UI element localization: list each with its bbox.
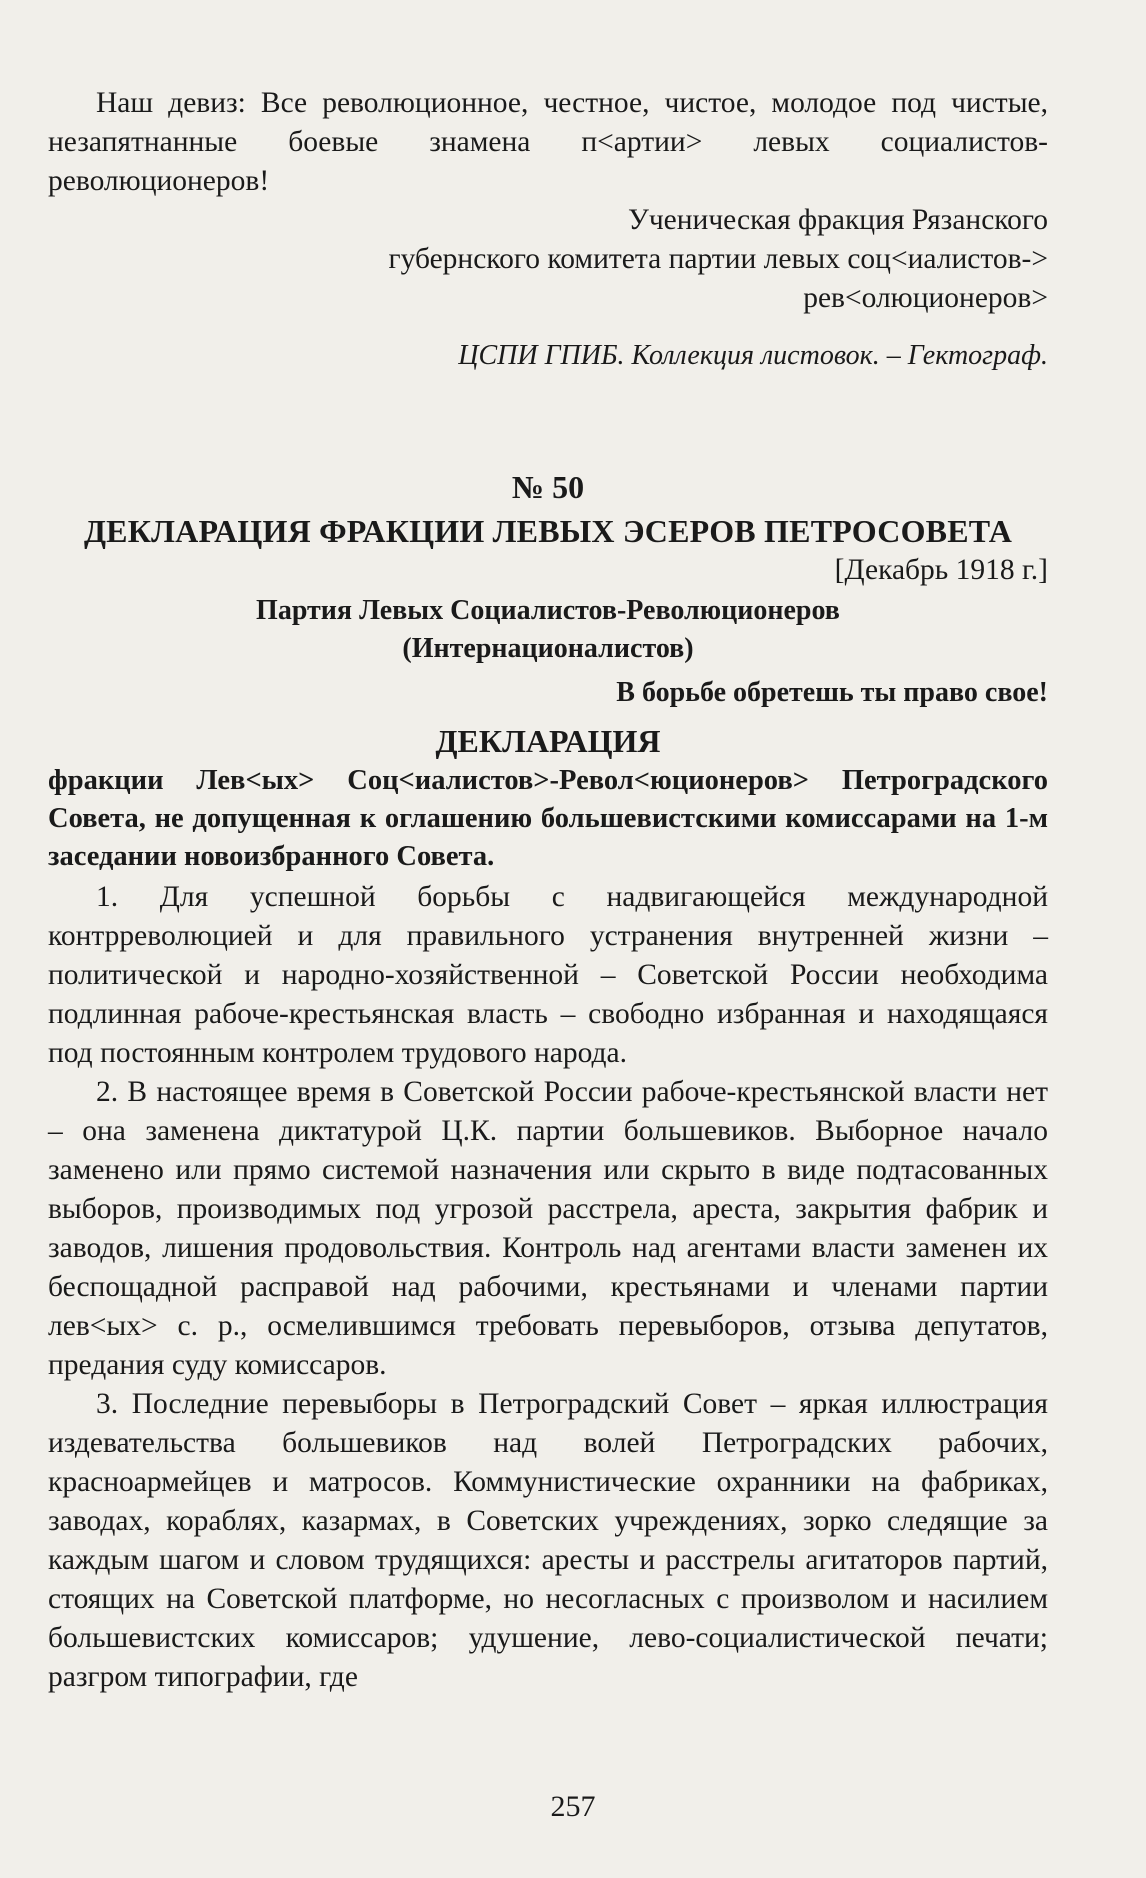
page-number: 257 xyxy=(550,1790,596,1823)
declaration-subtitle: фракции Лев<ых> Соц<иалистов>-Револ<юционеров> Петроградского Совета, не допущенная к оглашению большевистскими комиссарами на 1-м заседании новоизбранного Совета. xyxy=(48,765,1048,872)
signature-line-3: рев<олюционеров> xyxy=(803,282,1048,314)
party-name: Партия Левых Социалистов-Революционеров xyxy=(256,595,840,626)
motto-paragraph: Наш девиз: Все революционное, честное, чистое, молодое под чистые, незапятнанные боевые знамена п<артии> левых социалистов-революционеров! xyxy=(48,87,1048,197)
source-citation: ЦСПИ ГПИБ. Коллекция листовок. – Гектограф. xyxy=(458,340,1048,371)
signature-line-1: Ученическая фракция Рязанского xyxy=(627,204,1048,236)
declaration-body xyxy=(48,878,1048,1697)
document-number: № 50 xyxy=(511,469,585,505)
paragraph-1: 1. Для успешной борьбы с надвигающейся международной контрреволюцией и для правильного устранения внутренней жизни – политической и народно-хозяйственной – Советской России необходима подлинная рабоче-крестьянская власть – свободно избранная и находящаяся под постоянным контролем трудового народа. xyxy=(48,881,1048,1069)
declaration-heading: ДЕКЛАРАЦИЯ xyxy=(435,723,661,759)
paragraph-2: 2. В настоящее время в Советской России рабоче-крестьянской власти нет – она заменена диктатурой Ц.К. партии большевиков. Выборное начало заменено или прямо системой назначения или скрыто в виде подтасованных выборов, производимых под угрозой расстрела, ареста, закрытия фабрик и заводов, лишения продовольствия. Контроль над агентами власти заменен их беспощадной расправой над рабочими, крестьянами и членами партии лев<ых> с. р., осмелившимся требовать перевыборов, отзыва депутатов, предания суду комиссаров. xyxy=(48,1076,1048,1381)
signature-line-2: губернского комитета партии левых соц<иалистов-> xyxy=(388,243,1048,275)
paragraph-3: 3. Последние перевыборы в Петроградский Совет – яркая иллюстрация издевательства большевиков над волей Петроградских рабочих, красноармейцев и матросов. Коммунистические охранники на фабриках, заводах, кораблях, казармах, в Советских учреждениях, зорко следящие за каждым шагом и словом трудящихся: аресты и расстрелы агитаторов партий, стоящих на Советской платформе, но несогласных с произволом и насилием большевистских комиссаров; удушение, лево-социалистической печати; разгром типографии, где xyxy=(48,1388,1048,1693)
party-name-sub: (Интернационалистов) xyxy=(402,633,694,664)
document-title: ДЕКЛАРАЦИЯ ФРАКЦИИ ЛЕВЫХ ЭСЕРОВ ПЕТРОСОВЕТА xyxy=(83,513,1013,549)
party-slogan: В борьбе обретешь ты право свое! xyxy=(616,677,1048,708)
document-date: [Декабрь 1918 г.] xyxy=(834,554,1048,586)
